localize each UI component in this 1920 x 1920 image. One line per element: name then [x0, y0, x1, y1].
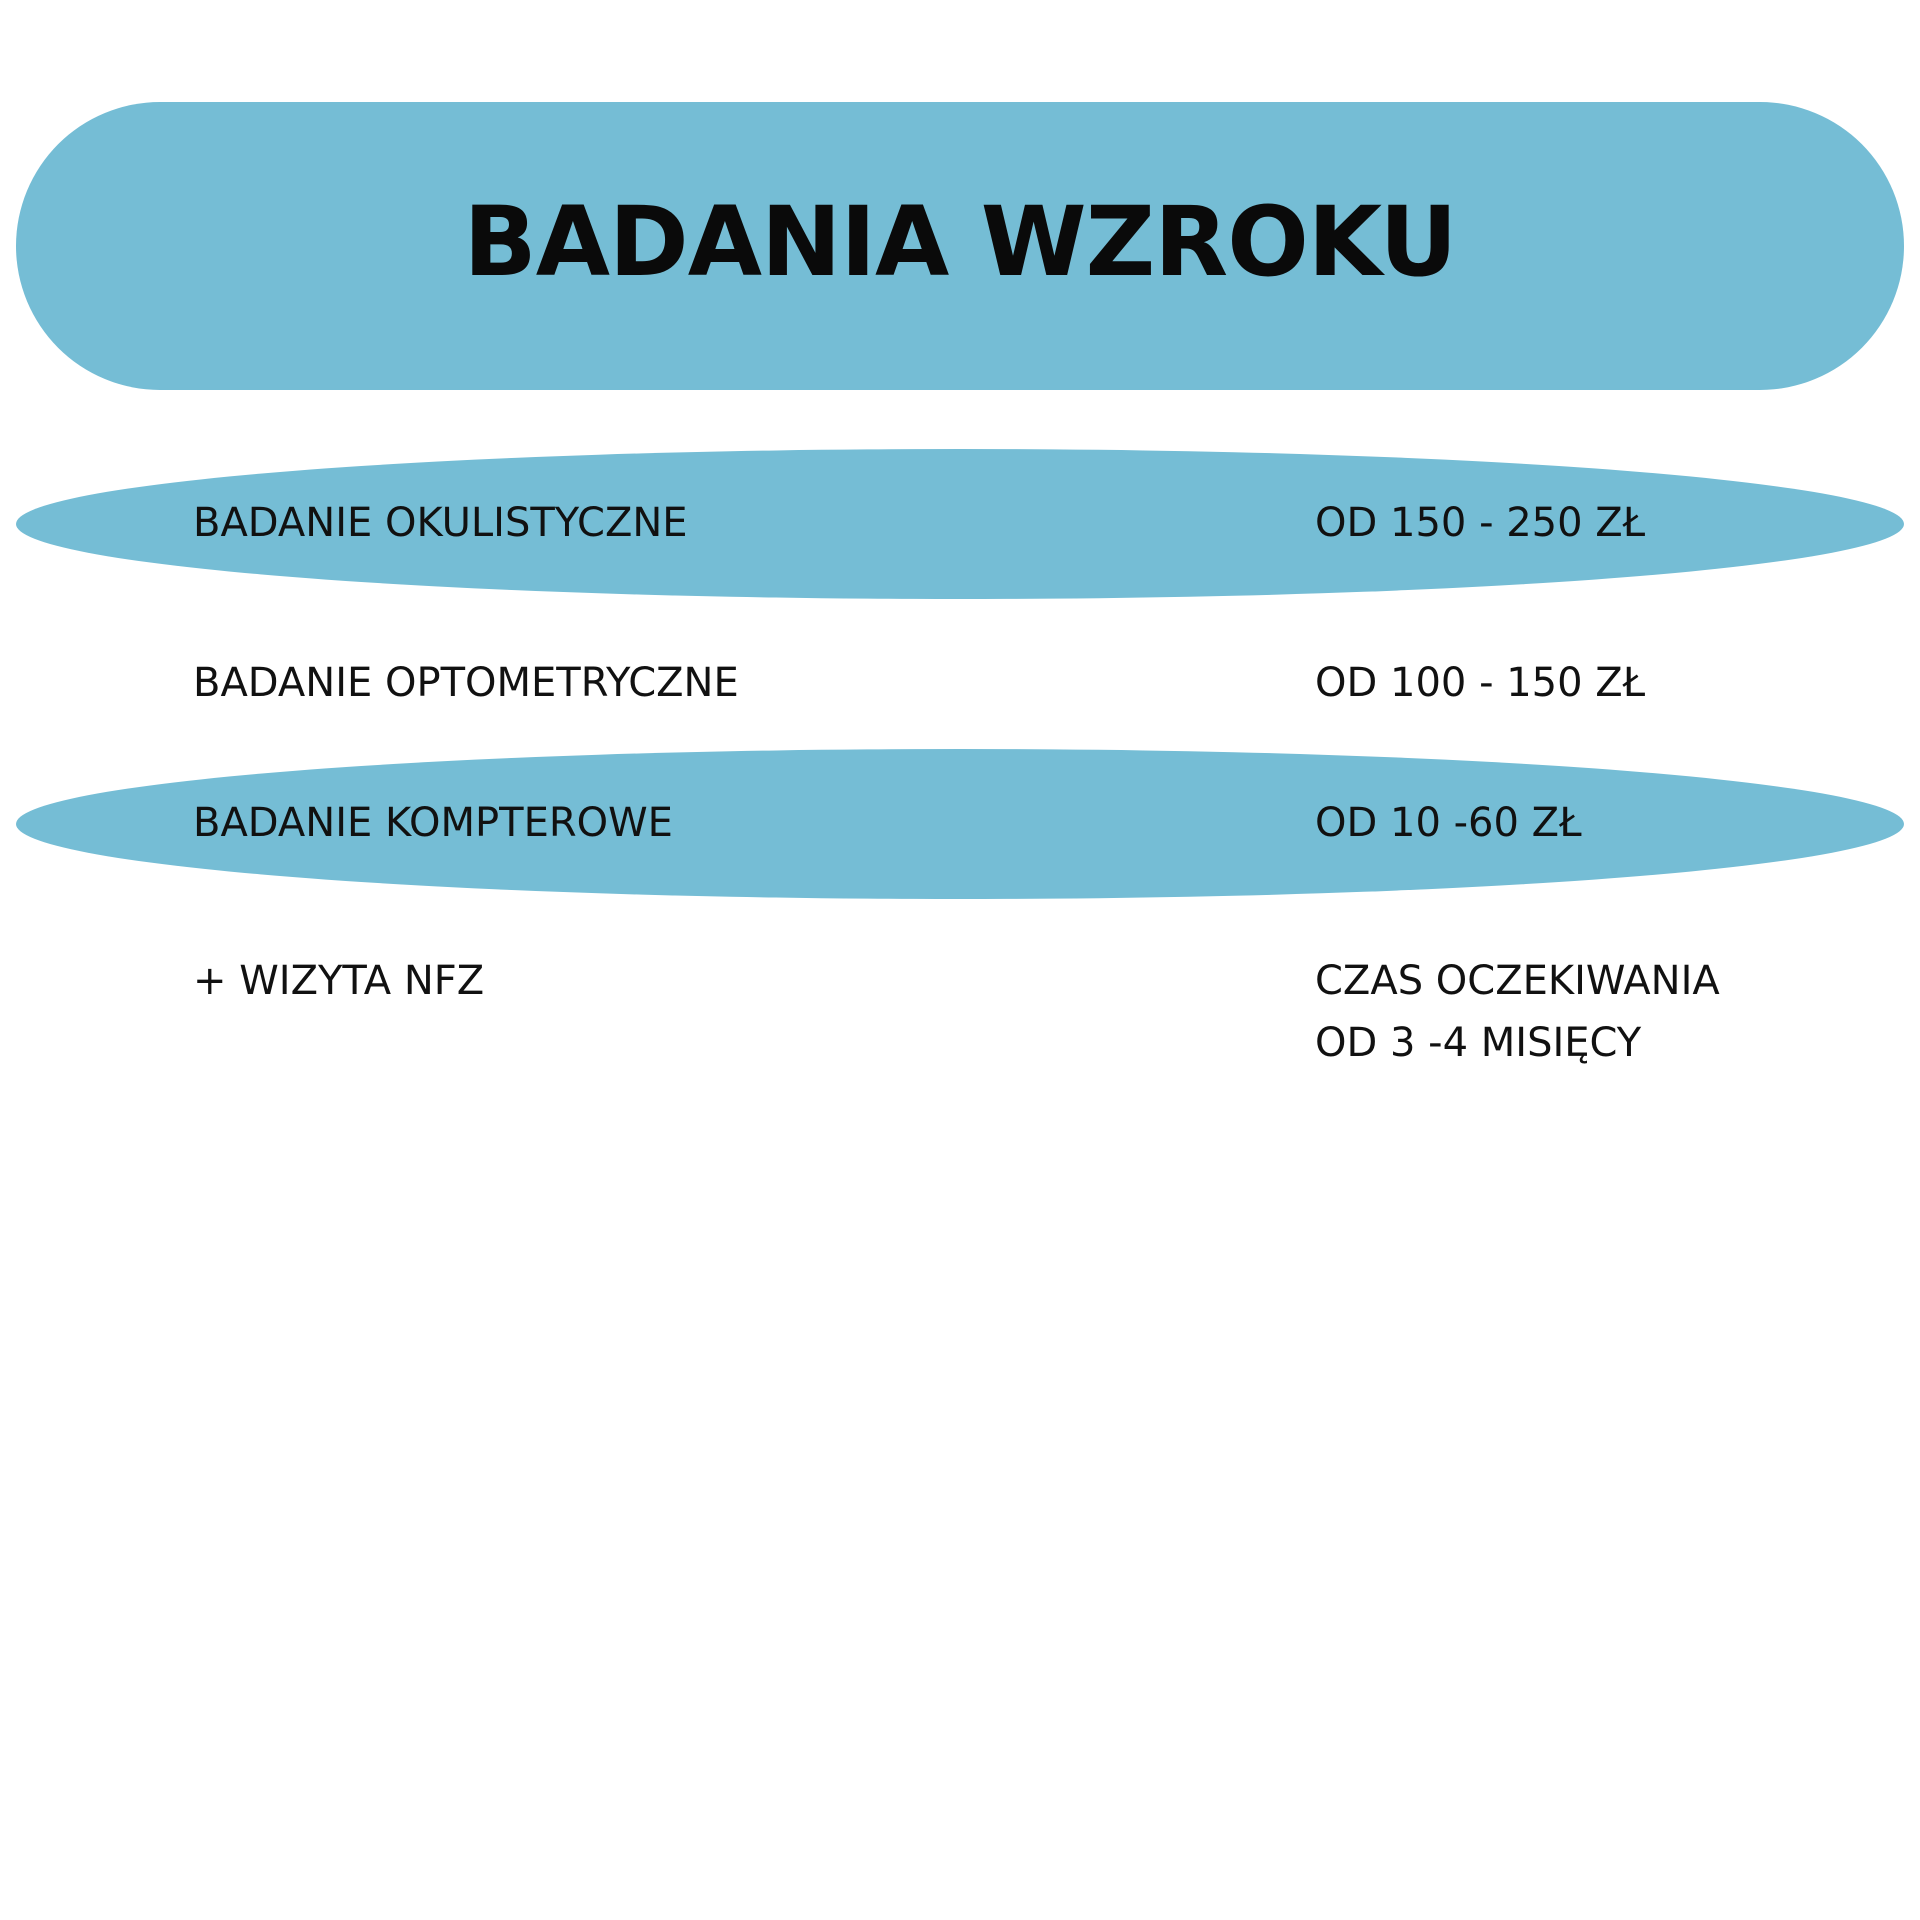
service-name: BADANIE OKULISTYCZNE [193, 500, 688, 546]
waiting-time-label: CZAS OCZEKIWANIA [1315, 958, 1720, 1004]
title-banner [16, 102, 1904, 390]
page-title: BADANIA WZROKU [463, 186, 1457, 298]
waiting-time-value: OD 3 -4 MISIĘCY [1315, 1020, 1642, 1066]
service-price: OD 10 -60 ZŁ [1315, 800, 1582, 846]
service-price: OD 100 - 150 ZŁ [1315, 660, 1646, 706]
service-name: BADANIE KOMPTEROWE [193, 800, 673, 846]
service-name: BADANIE OPTOMETRYCZNE [193, 660, 739, 706]
service-name: + WIZYTA NFZ [193, 958, 485, 1004]
service-price: OD 150 - 250 ZŁ [1315, 500, 1646, 546]
